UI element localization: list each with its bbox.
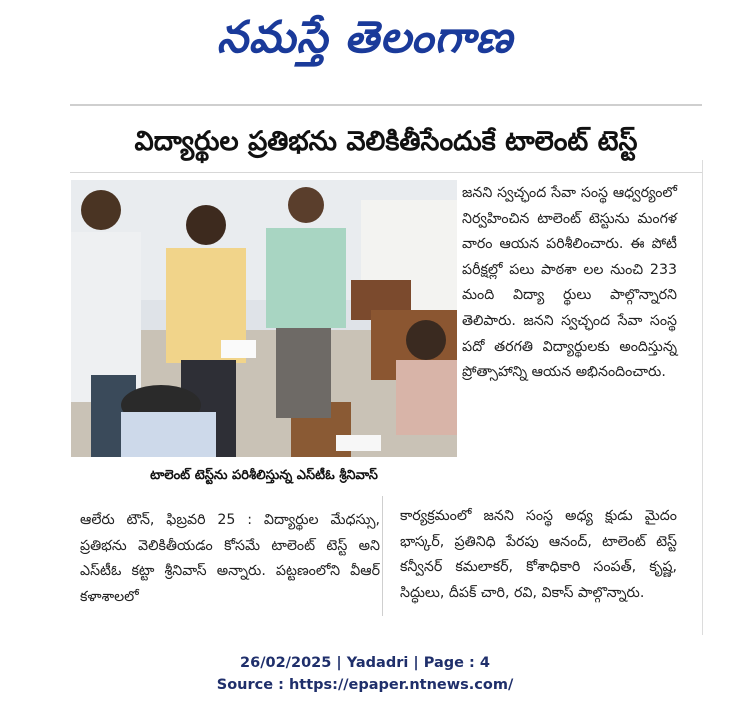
article-body-column [400, 490, 677, 621]
article-headline: విద్యార్థుల ప్రతిభను వెలికితీసేందుకే టాలెంట్ టెస్ట్ [134, 126, 638, 157]
divider-line [70, 104, 702, 106]
paragraph: ఆలేరు టౌన్, ఫిబ్రవరి 25 : విద్యార్థుల మేధస్సు, ప్రతిభను వెలికితీయడం కోసమే టాలెంట్ టెస్ట్ అని ఎస్‌టీఓ కట్టా శ్రీనివాస్ అన్నారు. పట్టణంలోని వీఆర్ కళాశాలలో [80, 512, 380, 605]
article-photo [71, 180, 457, 457]
paragraph: కార్యక్రమంలో జనని సంస్థ అధ్య క్షుడు మైదం భాస్కర్, ప్రతినిధి పేరపు ఆనంద్, టాలెంట్ టెస్ట్ కన్వీనర్ కమలాకర్, కోశాధికారి సంపత్, కృష్ణ, సిద్ధులు, దీపక్ చారి, రవి, వికాస్ పాల్గొన్నారు. [400, 508, 677, 601]
page-footer [0, 652, 730, 696]
article-body-column [80, 508, 380, 610]
page-border [702, 160, 703, 635]
paragraph: జనని స్వచ్ఛంద సేవా సంస్థ ఆధ్వర్యంలో నిర్వహించిన టాలెంట్ టెస్టును మంగళ వారం ఆయన పరిశీలించారు. ఈ పోటీ పరీక్షల్లో పలు పాఠశా లల నుంచి 233 మంది విద్యా ర్థులు పాల్గొన్నారని తెలిపారు. జనని స్వచ్ఛంద సేవా సంస్థ పదో తరగతి విద్యార్థులకు అందిస్తున్న ప్రోత్సాహాన్ని ఆయన అభినందించారు. [462, 185, 677, 381]
edition-info: 26/02/2025 | Yadadri | Page : 4 [240, 655, 490, 671]
column-divider [382, 496, 383, 616]
newspaper-masthead: నమస్తే తెలంగాణ [216, 12, 514, 63]
divider-line [70, 172, 702, 173]
article-body-column [462, 181, 677, 386]
source-link[interactable]: Source : https://epaper.ntnews.com/ [216, 677, 514, 693]
photo-caption: టాలెంట్ టెస్ట్‌ను పరిశీలిస్తున్న ఎస్‌టీఓ శ్రీనివాస్ [150, 468, 378, 483]
